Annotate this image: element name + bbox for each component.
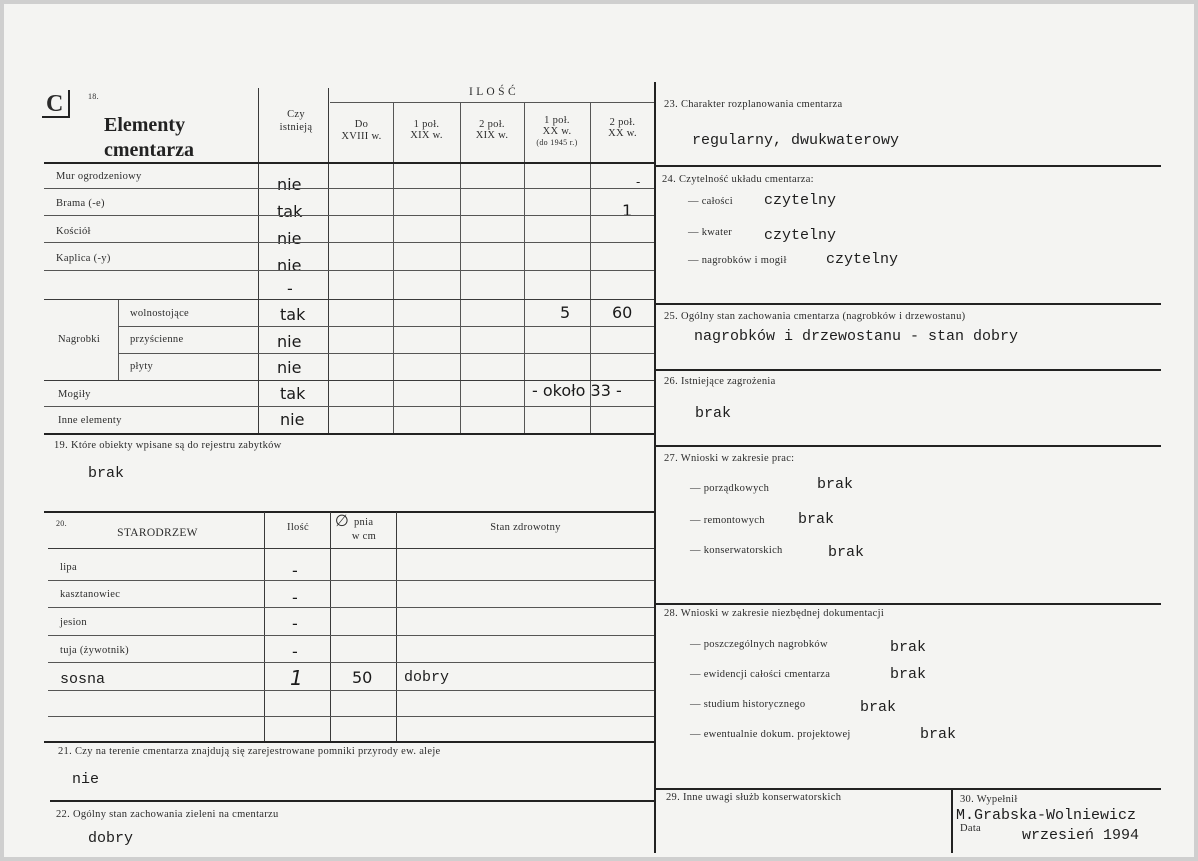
- czy-header-1: Czy: [287, 109, 305, 120]
- mogily-czy-value: tak: [280, 384, 306, 403]
- s20-title: STARODRZEW: [117, 527, 198, 539]
- rule: [656, 603, 1161, 605]
- tree-ilosc-jesion: -: [292, 614, 298, 633]
- tree-ilosc-lipa: -: [292, 561, 298, 580]
- s27-a-label: — porządkowych: [690, 483, 770, 494]
- rule: [44, 299, 654, 300]
- tree-pien-sosna: 50: [352, 668, 373, 687]
- rule: [44, 162, 654, 164]
- rule: [393, 102, 394, 434]
- s20-num: 20.: [56, 519, 67, 528]
- tree-stan-sosna: dobry: [404, 669, 450, 686]
- s24-kwater-label: — kwater: [688, 227, 733, 238]
- rule: [258, 88, 259, 434]
- rule: [330, 102, 654, 103]
- s30-date-label: Data: [960, 823, 982, 834]
- s20-col-ilosc: Ilość: [287, 522, 309, 533]
- brama-xx2-value: 1: [622, 201, 633, 220]
- mogily-xx-value: - około 33 -: [532, 381, 622, 400]
- rule: [656, 303, 1161, 305]
- col-2pol20-2: XX w.: [608, 128, 637, 139]
- s27-c-value: brak: [828, 544, 865, 561]
- elements-title-1: Elementy: [104, 114, 186, 136]
- row-kaplica-label: Kaplica (-y): [56, 253, 111, 264]
- plyty-czy-value: nie: [277, 358, 302, 377]
- s19-value: brak: [88, 465, 125, 482]
- czy-header-2: istnieją: [279, 122, 313, 133]
- s27-c-label: — konserwatorskich: [690, 545, 783, 556]
- diameter-icon: ∅: [334, 513, 350, 530]
- s28-d-label: — ewentualnie dokum. projektowej: [690, 729, 851, 740]
- row-brama-label: Brama (-e): [56, 198, 105, 209]
- wolno-xx1-value: 5: [560, 303, 571, 322]
- rule: [48, 548, 654, 549]
- rule: [654, 82, 656, 853]
- col-do-2: XVIII w.: [341, 131, 382, 142]
- s21-label: 21. Czy na terenie cmentarza znajdują się zarejestrowane pomniki przyrody ew. aleje: [58, 746, 441, 757]
- empty-czy-value: -: [287, 279, 293, 298]
- s20-col-pnia2: w cm: [351, 531, 377, 542]
- row-kosciol-label: Kościół: [56, 226, 91, 237]
- rule: [656, 788, 1161, 790]
- row-mogily-label: Mogiły: [58, 389, 91, 400]
- rule: [656, 165, 1161, 167]
- s19-label: 19. Które obiekty wpisane są do rejestru zabytków: [54, 440, 282, 451]
- rule: [44, 188, 654, 189]
- row-mur-label: Mur ogrodzeniowy: [56, 171, 142, 182]
- s28-a-value: brak: [890, 639, 927, 656]
- s24-label: 24. Czytelność układu cmentarza:: [662, 174, 814, 185]
- rule: [656, 369, 1161, 371]
- rule: [951, 789, 953, 853]
- row-plyty-label: płyty: [130, 361, 154, 372]
- elements-title-2: cmentarza: [104, 139, 194, 161]
- s28-b-value: brak: [890, 666, 927, 683]
- rule: [44, 242, 654, 243]
- rule: [44, 741, 654, 743]
- s24-calosci-label: — całości: [688, 196, 733, 207]
- tree-label-sosna: sosna: [60, 671, 106, 688]
- s21-value: nie: [72, 771, 100, 788]
- rule: [48, 635, 654, 636]
- s24-calosci-value: czytelny: [764, 192, 837, 209]
- rule: [44, 406, 654, 407]
- col-1pol20-1: 1 poł.: [544, 115, 570, 126]
- kosciol-czy-value: nie: [277, 229, 302, 248]
- rule: [44, 511, 654, 513]
- rule: [50, 800, 654, 802]
- section-letter: C: [42, 90, 70, 118]
- rule: [48, 716, 654, 717]
- row-nagrobki-label: Nagrobki: [58, 334, 101, 345]
- s20-col-stan: Stan zdrowotny: [490, 522, 561, 533]
- mur-xx2-value: -: [636, 175, 641, 189]
- s24-kwater-value: czytelny: [764, 227, 837, 244]
- s27-b-value: brak: [798, 511, 835, 528]
- s28-label: 28. Wnioski w zakresie niezbędnej dokumentacji: [664, 608, 885, 619]
- rule: [44, 270, 654, 271]
- row-przysc-label: przyścienne: [130, 334, 184, 345]
- s30-label: 30. Wypełnił: [960, 794, 1018, 805]
- s27-label: 27. Wnioski w zakresie prac:: [664, 453, 795, 464]
- rule: [44, 433, 654, 435]
- rule: [48, 690, 654, 691]
- s28-b-label: — ewidencji całości cmentarza: [690, 669, 831, 680]
- mur-czy-value: nie: [277, 175, 302, 194]
- przysc-czy-value: nie: [277, 332, 302, 351]
- tree-label-jesion: jesion: [60, 617, 87, 628]
- s25-value: nagrobków i drzewostanu - stan dobry: [694, 328, 1019, 345]
- tree-label-lipa: lipa: [60, 562, 77, 573]
- s26-label: 26. Istniejące zagrożenia: [664, 376, 776, 387]
- tree-ilosc-tuja: -: [292, 642, 298, 661]
- rule: [656, 445, 1161, 447]
- rule: [460, 102, 461, 434]
- tree-ilosc-sosna: 1: [290, 666, 303, 690]
- rule: [118, 326, 654, 327]
- ilosc-header: I L O Ś Ć: [469, 86, 516, 98]
- section-number: 18.: [88, 92, 99, 101]
- col-2pol19-2: XIX w.: [475, 130, 509, 141]
- rule: [524, 102, 525, 434]
- rule: [118, 353, 654, 354]
- s27-a-value: brak: [817, 476, 854, 493]
- brama-czy-value: tak: [277, 202, 303, 221]
- col-1pol19-2: XIX w.: [410, 130, 443, 141]
- s27-b-label: — remontowych: [690, 515, 765, 526]
- row-wolno-label: wolnostojące: [130, 308, 190, 319]
- rule: [328, 88, 329, 434]
- rule: [48, 607, 654, 608]
- rule: [118, 300, 119, 380]
- rule: [44, 215, 654, 216]
- s28-a-label: — poszczególnych nagrobków: [690, 639, 828, 650]
- rule: [48, 662, 654, 663]
- wolno-czy-value: tak: [280, 305, 306, 324]
- s26-value: brak: [695, 405, 732, 422]
- s24-nagrobkow-value: czytelny: [826, 251, 899, 268]
- s28-c-label: — studium historycznego: [690, 699, 806, 710]
- rule: [264, 512, 265, 742]
- s25-label: 25. Ogólny stan zachowania cmentarza (nagrobków i drzewostanu): [664, 311, 966, 322]
- row-inne-label: Inne elementy: [58, 415, 122, 426]
- tree-label-kasztanowiec: kasztanowiec: [60, 589, 121, 600]
- col-do-1: Do: [354, 119, 369, 130]
- col-2pol20-1: 2 poł.: [609, 117, 636, 128]
- rule: [48, 580, 654, 581]
- rule: [330, 512, 331, 742]
- s22-value: dobry: [88, 830, 134, 847]
- s30-date-value: wrzesień 1994: [1022, 827, 1140, 844]
- col-1pol20-2: XX w.: [542, 126, 572, 137]
- tree-label-tuja: tuja (żywotnik): [60, 645, 129, 656]
- rule: [396, 512, 397, 742]
- s22-label: 22. Ogólny stan zachowania zieleni na cmentarzu: [56, 809, 279, 820]
- s24-nagrobkow-label: — nagrobków i mogił: [688, 255, 787, 266]
- wolno-xx2-value: 60: [612, 303, 633, 322]
- tree-ilosc-kasztanowiec: -: [292, 588, 298, 607]
- s28-c-value: brak: [860, 699, 897, 716]
- rule: [44, 380, 654, 381]
- s30-name-value: M.Grabska-Wolniewicz: [956, 807, 1137, 824]
- s28-d-value: brak: [920, 726, 957, 743]
- inne-czy-value: nie: [280, 410, 305, 429]
- kaplica-czy-value: nie: [277, 256, 302, 275]
- s20-col-pnia: pnia: [354, 517, 374, 528]
- s23-label: 23. Charakter rozplanowania cmentarza: [664, 99, 843, 110]
- s29-label: 29. Inne uwagi służb konserwatorskich: [666, 792, 842, 803]
- col-1pol20-3: (do 1945 r.): [536, 138, 578, 147]
- s23-value: regularny, dwukwaterowy: [692, 132, 900, 149]
- col-2pol19-1: 2 poł.: [479, 119, 505, 130]
- rule: [590, 102, 591, 434]
- col-1pol19-1: 1 poł.: [413, 119, 440, 130]
